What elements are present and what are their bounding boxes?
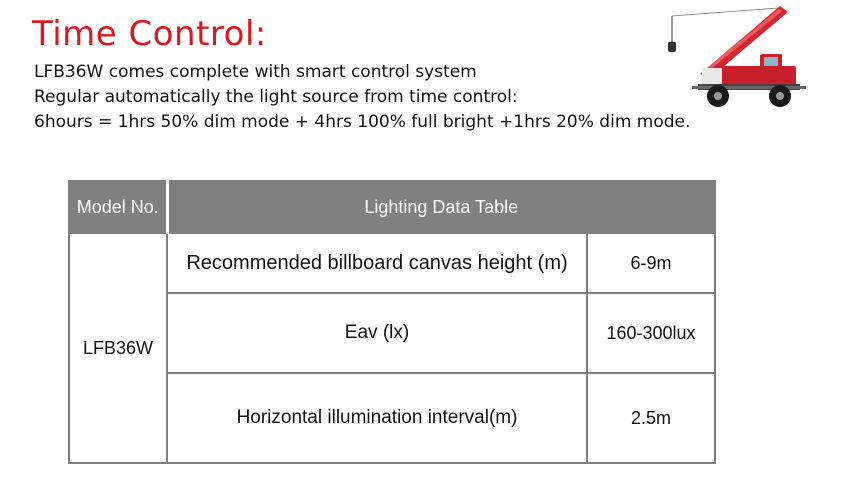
crane-hub-front [714, 92, 722, 100]
description-block [34, 60, 690, 135]
lighting-data-table [68, 180, 716, 464]
page-title: Time Control: [32, 14, 267, 54]
model-number-cell: LFB36W [69, 233, 167, 463]
illumination-interval-value: 2.5m [587, 373, 715, 463]
crane-truck-image [662, 2, 812, 110]
illumination-interval-label: Horizontal illumination interval(m) [167, 373, 587, 463]
crane-turret [702, 68, 722, 84]
canvas-height-label: Recommended billboard canvas height (m) [167, 233, 587, 293]
canvas-height-value: 6-9m [587, 233, 715, 293]
eav-label: Eav (lx) [167, 293, 587, 373]
eav-value: 160-300lux [587, 293, 715, 373]
lighting-data-header: Lighting Data Table [167, 181, 715, 233]
description-line-3: 6hours = 1hrs 50% dim mode + 4hrs 100% full bright +1hrs 20% dim mode. [34, 112, 691, 132]
table-row [69, 233, 715, 293]
crane-hub-rear [776, 92, 784, 100]
table-header-row [69, 181, 715, 233]
crane-cab-window [764, 57, 778, 66]
crane-outrigger [692, 86, 806, 89]
crane-hook [668, 42, 676, 52]
crane-jib-line [672, 8, 778, 16]
model-no-header: Model No. [69, 181, 167, 233]
crane-body [714, 66, 796, 86]
description-line-2: Regular automatically the light source from time control: [34, 87, 518, 107]
description-line-1: LFB36W comes complete with smart control system [34, 62, 477, 82]
